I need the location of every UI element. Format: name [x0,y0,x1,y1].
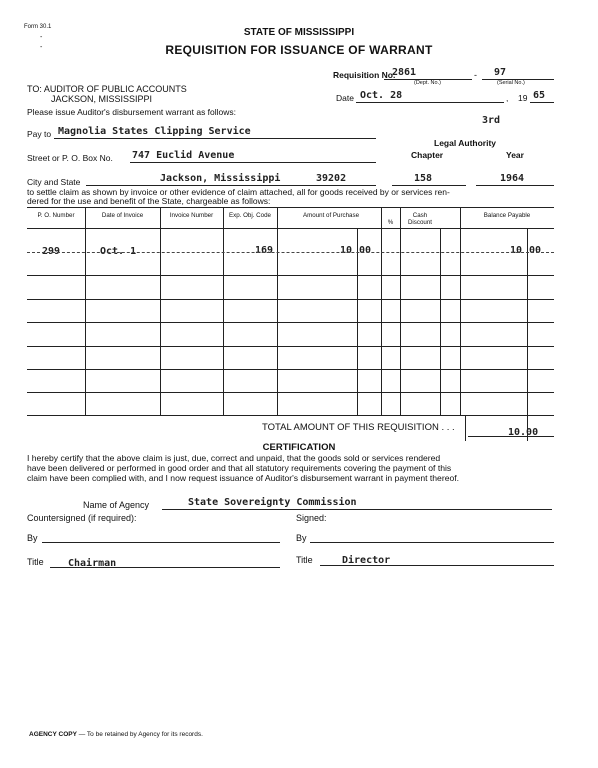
dept-caption: (Dept. No.) [414,80,441,86]
header-invoice-number: Invoice Number [169,212,214,219]
row1-amount-dollars: 10 [340,245,353,256]
chapter-line [392,185,466,186]
title-label-left: Title [27,557,44,567]
city-value: Jackson, Mississippi [160,173,281,184]
date-value: Oct. 28 [360,90,403,101]
title-value-left: Chairman [68,558,117,569]
dept-number: 2861 [392,67,417,78]
col-divider [381,207,382,415]
by-line-right [310,542,554,543]
settle-text-2: dered for the use and benefit of the State, chargeable as follows: [27,196,271,206]
header-cash-discount: Cash Discount [407,212,433,226]
certification-title: CERTIFICATION [262,442,336,453]
pay-to-label: Pay to [27,129,52,139]
serial-caption: (Serial No.) [497,80,525,86]
header-date-of-invoice: Date of Invoice [101,212,144,219]
date-label: Date [336,93,354,103]
row-line [27,299,554,300]
city-label: City and State [27,177,81,187]
city-line [86,185,376,186]
row-line [27,369,554,370]
col-divider [223,207,224,415]
table-header-border [27,228,554,229]
total-divider [465,415,466,441]
header-balance: Balance Payable [483,212,531,219]
row-line [27,275,554,276]
date-line [356,102,504,103]
row-line [27,322,554,323]
agency-line [162,509,552,510]
col-divider [160,207,161,415]
legal-year-line [476,185,554,186]
signed-label: Signed: [296,513,327,523]
to-line-2: JACKSON, MISSISSIPPI [51,94,153,104]
header-exp-obj: Exp. Obj. Code [229,212,271,219]
countersigned-label: Countersigned (if required): [27,513,137,523]
header-pct: % [387,219,394,226]
agency-copy-text: — To be retained by Agency for its records. [76,731,203,738]
street-value: 747 Euclid Avenue [132,150,235,161]
zip-value: 39202 [316,173,347,184]
row1-balance-dollars: 10 [510,245,523,256]
dash: - [474,70,477,80]
year-line [530,102,554,103]
legal-3rd: 3rd [482,115,501,126]
row1-po: 299 [42,246,61,257]
row-line [27,415,554,416]
to-line-3: Please issue Auditor's disbursement warrant as follows: [27,107,237,117]
to-line-1: TO: AUDITOR OF PUBLIC ACCOUNTS [27,84,187,94]
col-divider [277,207,278,415]
row1-strike-line [27,252,554,253]
mark-dash: - [40,44,43,51]
total-value: 10.00 [508,427,539,438]
row1-amount-cents: 00 [359,245,372,256]
certification-line-1: I hereby certify that the above claim is just, due, correct and unpaid, that the goods sold or services rendered [27,453,441,463]
title-line-right [320,565,554,566]
agency-label: Name of Agency [83,500,150,510]
agency-copy-label: AGENCY COPY [29,731,77,738]
chapter-label: Chapter [411,150,444,160]
chapter-value: 158 [414,173,433,184]
state-heading: STATE OF MISSISSIPPI [243,27,355,38]
row1-balance-cents: 00 [529,245,542,256]
date-comma: , [506,93,509,103]
title-value-right: Director [342,555,391,566]
by-line-left [42,542,280,543]
year-label: Year [506,150,524,160]
total-label: TOTAL AMOUNT OF THIS REQUISITION . . . [262,422,455,433]
total-line [468,436,554,437]
form-title: REQUISITION FOR ISSUANCE OF WARRANT [165,43,433,57]
serial-number: 97 [494,67,507,78]
year-prefix: 19 [518,93,528,103]
table-top-border [27,207,554,208]
title-line-left [50,567,280,568]
header-po: P. O. Number [37,212,75,219]
street-line [130,162,376,163]
header-amount: Amount of Purchase [302,212,360,219]
pay-to-value: Magnolia States Clipping Service [58,126,251,137]
certification-line-2: have been delivered or performed in good order and that all statutory requirements covering the payment of this [27,463,452,473]
pay-to-line [54,138,376,139]
requisition-label: Requisition No. [333,70,396,80]
form-number: Form 30.1 [24,24,52,30]
by-label-right: By [296,533,307,543]
row-line [27,346,554,347]
mark-dash: - [40,34,43,41]
settle-text-1: to settle claim as shown by invoice or other evidence of claim attached, all for goods received by or services ren- [27,187,450,197]
footer [29,731,203,738]
by-label-left: By [27,533,38,543]
legal-authority-label: Legal Authority [434,138,497,148]
title-label-right: Title [296,555,313,565]
agency-value: State Sovereignty Commission [188,497,357,508]
row1-exp-obj: 169 [255,245,274,256]
row1-date: Oct. 1 [100,246,137,257]
col-divider [400,207,401,415]
row-line [27,392,554,393]
col-divider [85,207,86,415]
legal-year-value: 1964 [500,173,525,184]
col-divider [460,207,461,415]
year-value: 65 [533,90,546,101]
street-label: Street or P. O. Box No. [27,153,113,163]
certification-line-3: claim have been complied with, and I now request issuance of Auditor's disbursement warrant in payment thereof. [27,473,460,483]
